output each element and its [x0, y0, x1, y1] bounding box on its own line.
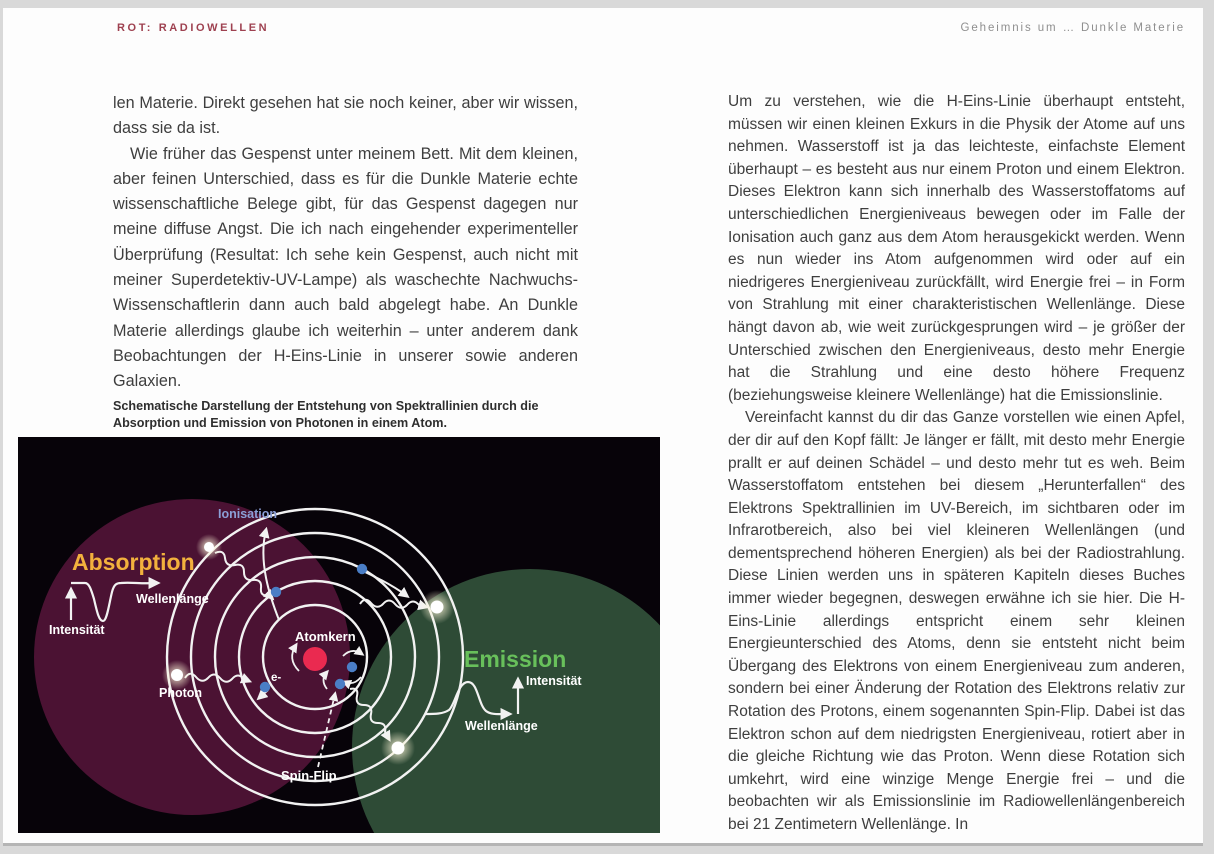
paragraph: len Materie. Direkt gesehen hat sie noch keiner, aber wir wissen, dass sie da ist.: [113, 94, 578, 138]
running-header-left: ROT: RADIOWELLEN: [117, 22, 270, 34]
ionisation-label: Ionisation: [218, 507, 278, 521]
intensity-label-absorption: Intensität: [49, 623, 105, 637]
atom-spectral-lines-diagram: [18, 437, 660, 833]
intensity-label-emission: Intensität: [526, 674, 582, 688]
paragraph: Um zu verstehen, wie die H-Eins-Linie überhaupt entsteht, müssen wir einen kleinen Exkurs in die Physik der Atome auf uns nehmen. Wasserstoff ist ja das leichteste, einfachste Element überhaupt – es besteht aus nur einem Proton und einem Elektron. Dieses Elektron kann sich innerhalb des Wasserstoffatoms auf unterschiedlichen Energieniveaus bewegen oder im Falle der Ionisation auch ganz aus dem Atom herausgekickt werden. Wenn es nun wieder ins Atom aufgenommen wird oder auf ein niedrigeres Energieniveau zurückfällt, wird Energie frei – in Form von Strahlung mit einer charakteristischen Wellenlänge. Diese hängt davon ab, wie weit zurückgesprungen wird – je größer der Unterschied zwischen den Energieniveaus, desto mehr Energie hat die Strahlung und eine desto höhere Frequenz (beziehungsweise kleinere Wellenlänge) hat die Emissionslinie.: [728, 93, 1185, 404]
wavelength-label-absorption: Wellenlänge: [136, 592, 209, 606]
right-text-column: [728, 91, 1185, 836]
figure-caption: Schematische Darstellung der Entstehung von Spektrallinien durch die Absorption und Emission von Photonen in einem Atom.: [113, 399, 539, 430]
electron-label: e-: [271, 672, 282, 684]
emission-label: Emission: [464, 646, 567, 672]
spin-flip-label: Spin-Flip: [281, 768, 337, 783]
photon-label: Photon: [159, 686, 203, 700]
wavelength-label-emission: Wellenlänge: [465, 719, 538, 733]
paragraph: Wie früher das Gespenst unter meinem Bett. Mit dem kleinen, aber feinen Unterschied, dass es für die Dunkle Materie echte wissenschaftliche Belege gibt, für das Gespenst dagegen nur meine diffuse Angst. Die ich nach eingehender experimenteller Überprüfung (Resultat: Ich sehe kein Gespenst, auch nicht mit meiner Superdetektiv-UV-Lampe) als waschechte Nachwuchs-Wissenschaftlerin dann auch bald abgelegt habe. An Dunkle Materie allerdings glaube ich weiterhin – unter anderem dank Beobachtungen der H-Eins-Linie in unserer sowie anderen Galaxien.: [113, 144, 578, 391]
paragraph: Vereinfacht kannst du dir das Ganze vorstellen wie einen Apfel, der dir auf den Kopf fällt: Je länger er fällt, mit desto mehr Energie prallt er auf deinen Schädel – und desto mehr tut es weh. Beim Wasserstoffatom entstehen bei diesem „Herunterfallen“ des Elektrons Spektrallinien im UV-Bereich, im sichtbaren oder im Infrarotbereich, also bei viel kleineren Wellenlängen (und dementsprechend höheren Energien) als bei der Radiostrahlung. Diese Linien werden uns in späteren Kapiteln dieses Buches immer wieder begegnen, deswegen erwähne ich sie hier. Die H-Eins-Linie allerdings entspricht einem sehr kleinen Energieunterschied des Atoms, denn sie entsteht nicht beim Übergang des Elektrons von einem Energieniveau zum anderen, sondern bei einer Änderung der Rotation des Elektrons relativ zur Rotation des Protons, einem sogenannten Spin-Flip. Dabei ist das Elektron schon auf dem niedrigsten Energieniveau, rotiert aber in die gleiche Richtung wie das Proton. Wenn diese Rotation sich umkehrt, wird eine winzige Menge Energie frei – und die beobachten wir als Emissionslinie im Radiowellenlängenbereich bei 21 Zentimetern Wellenlänge. In: [728, 409, 1185, 833]
nucleus-dot: [303, 647, 327, 671]
absorption-label: Absorption: [72, 549, 195, 575]
left-text-column: [113, 91, 578, 395]
running-header-right: Geheimnis um … Dunkle Materie: [960, 22, 1185, 34]
nucleus-label: Atomkern: [295, 629, 356, 644]
